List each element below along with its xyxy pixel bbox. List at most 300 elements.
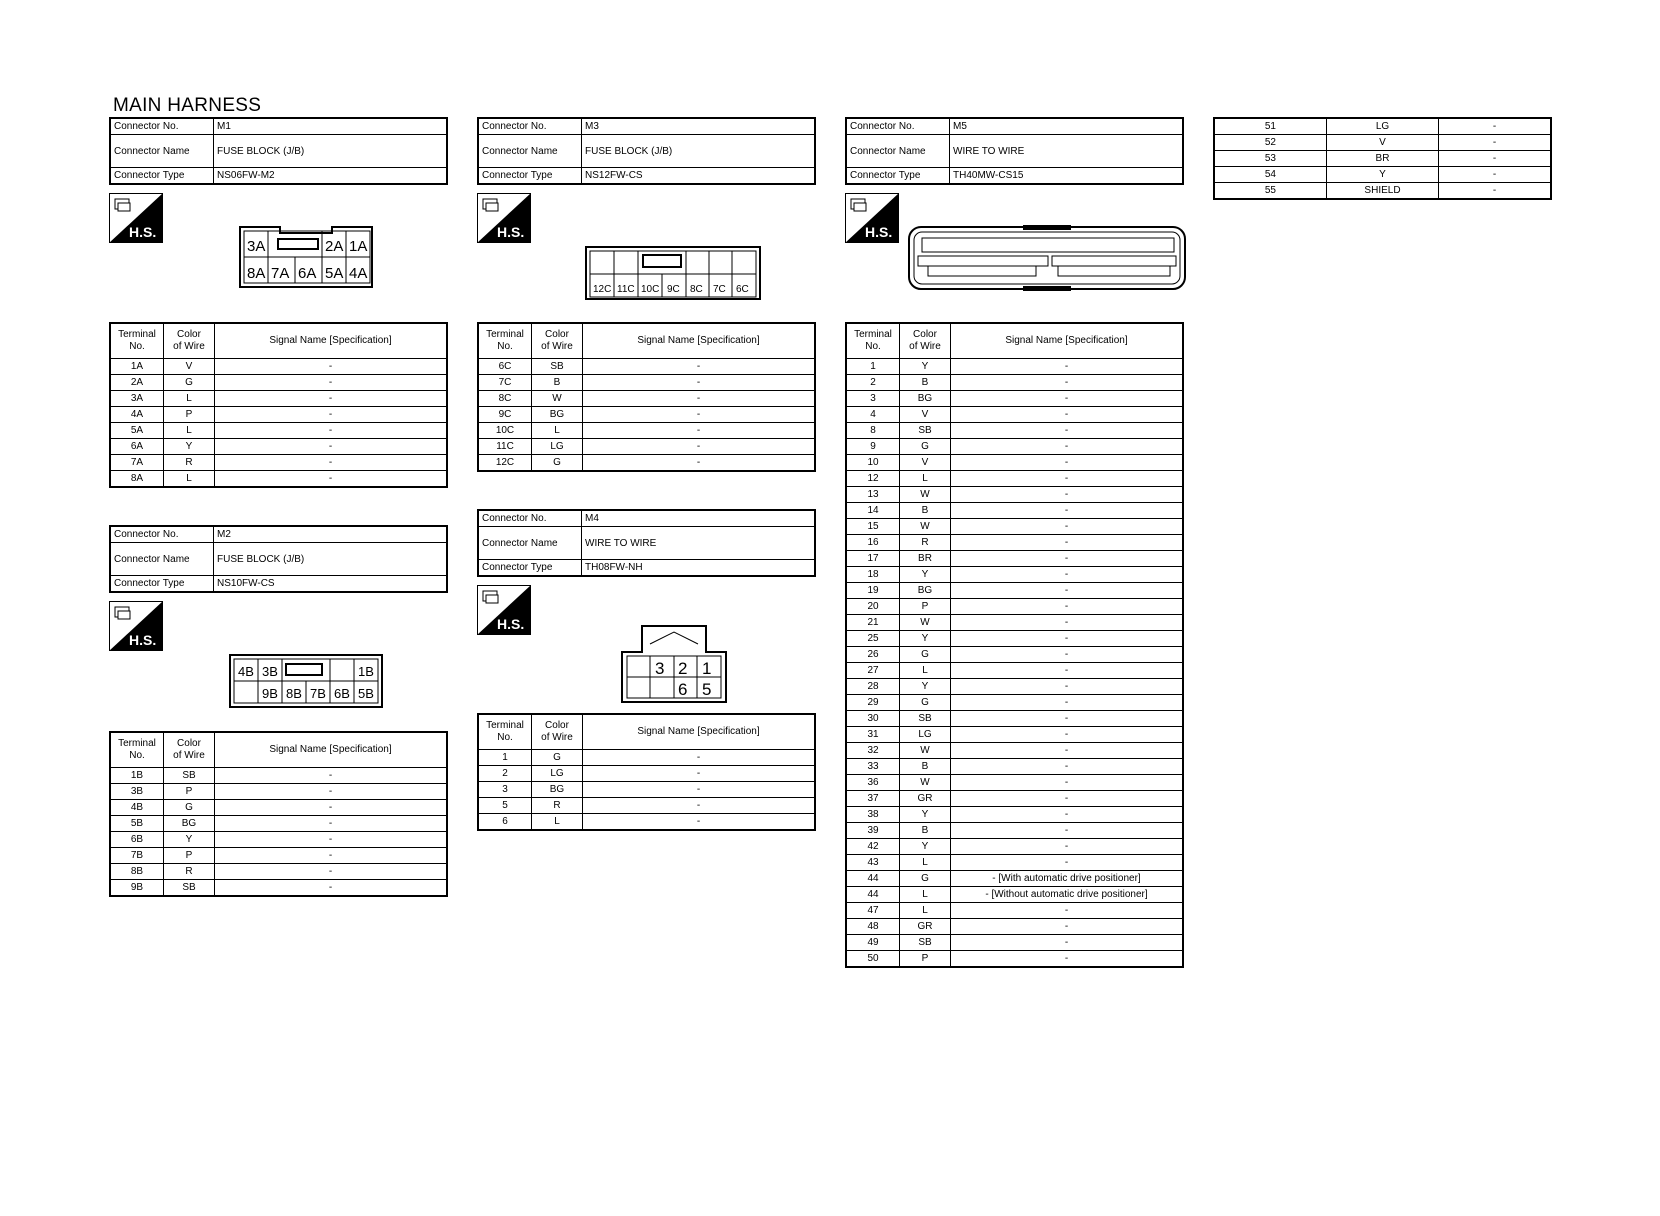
- wire-color: V: [900, 455, 951, 471]
- terminal-no: 32: [846, 743, 900, 759]
- signal-name: -: [951, 903, 1184, 919]
- terminal-no: 29: [846, 695, 900, 711]
- signal-name: -: [951, 791, 1184, 807]
- wire-color: B: [900, 375, 951, 391]
- signal-name: -: [951, 855, 1184, 871]
- header-color-of-wire: Color of Wire: [900, 323, 951, 359]
- signal-name: -: [951, 647, 1184, 663]
- signal-name: -: [951, 839, 1184, 855]
- wire-color: BR: [1326, 151, 1438, 167]
- wire-color: G: [900, 695, 951, 711]
- cavity-label: 2: [678, 659, 688, 678]
- signal-name: -: [951, 487, 1184, 503]
- pin-table-m4: [477, 713, 816, 831]
- terminal-no: 3: [846, 391, 900, 407]
- signal-name: -: [215, 471, 448, 488]
- terminal-no: 28: [846, 679, 900, 695]
- terminal-no: 43: [846, 855, 900, 871]
- label-connector-type: Connector Type: [846, 168, 950, 185]
- table-row: [110, 880, 447, 897]
- connector-face-m1: [238, 225, 374, 294]
- cavity-label: 5A: [325, 265, 344, 282]
- signal-name: -: [951, 631, 1184, 647]
- wire-color: SB: [164, 880, 215, 897]
- signal-name: -: [951, 391, 1184, 407]
- signal-name: -: [215, 375, 448, 391]
- table-row: [110, 391, 447, 407]
- connector-face-m2: [228, 653, 384, 714]
- terminal-no: 5B: [110, 816, 164, 832]
- table-row: [478, 423, 815, 439]
- table-row: [846, 919, 1183, 935]
- terminal-no: 55: [1214, 183, 1326, 200]
- terminal-no: 7A: [110, 455, 164, 471]
- wire-color: BG: [532, 782, 583, 798]
- table-row: [110, 784, 447, 800]
- table-row: [846, 695, 1183, 711]
- signal-name: -: [951, 775, 1184, 791]
- cavity-label: 10C: [641, 284, 660, 295]
- wire-color: W: [532, 391, 583, 407]
- table-row: [1214, 183, 1551, 200]
- table-row: [478, 359, 815, 375]
- connector-name-value: FUSE BLOCK (J/B): [214, 135, 448, 168]
- connector-info-table: [845, 117, 1184, 185]
- signal-name: -: [951, 407, 1184, 423]
- signal-name: -: [215, 848, 448, 864]
- table-row: [846, 519, 1183, 535]
- terminal-no: 39: [846, 823, 900, 839]
- cavity-label: 6C: [736, 284, 749, 295]
- wire-color: L: [900, 471, 951, 487]
- terminal-no: 18: [846, 567, 900, 583]
- terminal-no: 26: [846, 647, 900, 663]
- connector-name-value: FUSE BLOCK (J/B): [214, 543, 448, 576]
- table-row: [846, 839, 1183, 855]
- connector-name-value: WIRE TO WIRE: [582, 527, 816, 560]
- label-connector-no: Connector No.: [478, 510, 582, 527]
- signal-name: -: [215, 816, 448, 832]
- terminal-no: 6A: [110, 439, 164, 455]
- wire-color: V: [900, 407, 951, 423]
- wire-color: V: [164, 359, 215, 375]
- terminal-no: 9B: [110, 880, 164, 897]
- terminal-no: 19: [846, 583, 900, 599]
- signal-name: -: [1439, 118, 1551, 135]
- label-connector-no: Connector No.: [110, 526, 214, 543]
- wire-color: L: [900, 887, 951, 903]
- label-connector-no: Connector No.: [846, 118, 950, 135]
- wire-color: Y: [900, 359, 951, 375]
- connector-m2: [109, 525, 448, 593]
- cavity-label: 1A: [349, 238, 368, 255]
- terminal-no: 10C: [478, 423, 532, 439]
- header-terminal-no: Terminal No.: [478, 323, 532, 359]
- table-row: [110, 471, 447, 488]
- header-color-of-wire: Color of Wire: [532, 714, 583, 750]
- cavity-label: 11C: [617, 284, 635, 295]
- signal-name: -: [1439, 135, 1551, 151]
- cavity-label: 3A: [247, 238, 266, 255]
- signal-name: -: [951, 567, 1184, 583]
- terminal-no: 25: [846, 631, 900, 647]
- cavity-label: 7A: [271, 265, 290, 282]
- header-terminal-no: Terminal No.: [478, 714, 532, 750]
- signal-name: -: [583, 750, 816, 766]
- signal-name: -: [951, 615, 1184, 631]
- table-row: [846, 471, 1183, 487]
- wire-color: G: [900, 871, 951, 887]
- pin-table-m1: [109, 322, 448, 488]
- signal-name: -: [951, 823, 1184, 839]
- table-row: [846, 871, 1183, 887]
- terminal-no: 48: [846, 919, 900, 935]
- m5-cavity-grid: [918, 238, 1176, 276]
- header-signal-name: Signal Name [Specification]: [583, 323, 816, 359]
- terminal-no: 37: [846, 791, 900, 807]
- terminal-no: 7B: [110, 848, 164, 864]
- harness-side-icon: [845, 193, 899, 243]
- signal-name: -: [951, 951, 1184, 968]
- cavity-label: 6A: [298, 265, 317, 282]
- signal-name: -: [583, 407, 816, 423]
- pin-table-m3: [477, 322, 816, 472]
- signal-name: - [With automatic drive positioner]: [951, 871, 1184, 887]
- terminal-no: 1B: [110, 768, 164, 784]
- wire-color: Y: [900, 631, 951, 647]
- label-connector-type: Connector Type: [110, 168, 214, 185]
- table-row: [846, 759, 1183, 775]
- table-row: [110, 359, 447, 375]
- table-row: [846, 583, 1183, 599]
- connector-no-value: M5: [950, 118, 1184, 135]
- connector-info-table: [109, 117, 448, 185]
- terminal-no: 7C: [478, 375, 532, 391]
- terminal-no: 27: [846, 663, 900, 679]
- header-color-of-wire: Color of Wire: [164, 323, 215, 359]
- signal-name: -: [215, 768, 448, 784]
- signal-name: -: [951, 455, 1184, 471]
- connector-name-value: WIRE TO WIRE: [950, 135, 1184, 168]
- table-row: [846, 935, 1183, 951]
- wire-color: G: [900, 439, 951, 455]
- wire-color: Y: [164, 832, 215, 848]
- table-row: [110, 768, 447, 784]
- label-connector-type: Connector Type: [478, 560, 582, 577]
- signal-name: -: [215, 359, 448, 375]
- signal-name: -: [583, 814, 816, 831]
- cavity-label: 3: [655, 659, 665, 678]
- table-row: [478, 798, 815, 814]
- signal-name: -: [951, 423, 1184, 439]
- signal-name: -: [215, 880, 448, 897]
- wire-color: G: [900, 647, 951, 663]
- signal-name: -: [951, 535, 1184, 551]
- wire-color: L: [900, 855, 951, 871]
- table-row: [478, 439, 815, 455]
- wire-color: LG: [532, 766, 583, 782]
- signal-name: -: [951, 759, 1184, 775]
- terminal-no: 13: [846, 487, 900, 503]
- header-terminal-no: Terminal No.: [110, 323, 164, 359]
- terminal-no: 3B: [110, 784, 164, 800]
- wire-color: L: [532, 814, 583, 831]
- terminal-no: 5: [478, 798, 532, 814]
- terminal-no: 3: [478, 782, 532, 798]
- table-row: [110, 407, 447, 423]
- terminal-no: 8B: [110, 864, 164, 880]
- wire-color: Y: [900, 679, 951, 695]
- wire-color: BG: [164, 816, 215, 832]
- table-row: [1214, 167, 1551, 183]
- connector-no-value: M2: [214, 526, 448, 543]
- signal-name: -: [951, 439, 1184, 455]
- connector-type-value: NS10FW-CS: [214, 576, 448, 593]
- connector-face-m3: [584, 245, 762, 306]
- connector-m5: [845, 117, 1184, 185]
- signal-name: -: [951, 551, 1184, 567]
- terminal-no: 4B: [110, 800, 164, 816]
- signal-name: -: [951, 743, 1184, 759]
- terminal-no: 2: [478, 766, 532, 782]
- wire-color: P: [164, 784, 215, 800]
- header-terminal-no: Terminal No.: [110, 732, 164, 768]
- terminal-no: 1: [846, 359, 900, 375]
- signal-name: -: [583, 455, 816, 472]
- wire-color: LG: [1326, 118, 1438, 135]
- harness-side-icon: [477, 585, 531, 635]
- label-connector-no: Connector No.: [478, 118, 582, 135]
- wire-color: W: [900, 487, 951, 503]
- table-row: [846, 375, 1183, 391]
- hs-label: H.S.: [865, 224, 893, 240]
- table-row: [846, 439, 1183, 455]
- terminal-no: 14: [846, 503, 900, 519]
- connector-info-table: [477, 509, 816, 577]
- wire-color: P: [164, 848, 215, 864]
- signal-name: -: [1439, 183, 1551, 200]
- table-row: [846, 791, 1183, 807]
- signal-name: -: [583, 391, 816, 407]
- signal-name: -: [951, 599, 1184, 615]
- terminal-no: 9: [846, 439, 900, 455]
- cavity-label: 8C: [690, 284, 703, 295]
- signal-name: - [Without automatic drive positioner]: [951, 887, 1184, 903]
- terminal-no: 1: [478, 750, 532, 766]
- harness-side-icon: [109, 601, 163, 651]
- cavity-label: 12C: [593, 284, 612, 295]
- cavity-label: 9C: [667, 284, 680, 295]
- hs-label: H.S.: [497, 616, 525, 632]
- table-row: [110, 423, 447, 439]
- pin-table-m2: [109, 731, 448, 897]
- header-signal-name: Signal Name [Specification]: [215, 323, 448, 359]
- terminal-no: 9C: [478, 407, 532, 423]
- table-row: [846, 679, 1183, 695]
- signal-name: -: [583, 439, 816, 455]
- terminal-no: 38: [846, 807, 900, 823]
- cavity-label: 3B: [262, 664, 278, 679]
- table-row: [846, 823, 1183, 839]
- wire-color: LG: [900, 727, 951, 743]
- terminal-no: 53: [1214, 151, 1326, 167]
- table-row: [846, 615, 1183, 631]
- cavity-label: 5B: [358, 686, 374, 701]
- pin-table-m5: [845, 322, 1184, 968]
- signal-name: -: [215, 832, 448, 848]
- pin-table-header: [110, 323, 447, 359]
- table-row: [846, 487, 1183, 503]
- wire-color: W: [900, 615, 951, 631]
- terminal-no: 17: [846, 551, 900, 567]
- connector-info-table: [477, 117, 816, 185]
- wire-color: L: [900, 663, 951, 679]
- connector-m4: [477, 509, 816, 577]
- terminal-no: 12: [846, 471, 900, 487]
- terminal-no: 15: [846, 519, 900, 535]
- terminal-no: 44: [846, 887, 900, 903]
- wire-color: P: [900, 951, 951, 968]
- table-row: [846, 903, 1183, 919]
- wire-color: L: [164, 471, 215, 488]
- signal-name: -: [215, 391, 448, 407]
- terminal-no: 44: [846, 871, 900, 887]
- table-row: [478, 750, 815, 766]
- table-row: [1214, 151, 1551, 167]
- wire-color: Y: [164, 439, 215, 455]
- cavity-label: 1B: [358, 664, 374, 679]
- page-title: MAIN HARNESS: [113, 95, 262, 116]
- connector-type-value: NS06FW-M2: [214, 168, 448, 185]
- wire-color: R: [164, 455, 215, 471]
- cavity-label: 8B: [286, 686, 302, 701]
- signal-name: -: [951, 679, 1184, 695]
- wire-color: Y: [900, 567, 951, 583]
- table-row: [846, 503, 1183, 519]
- wire-color: P: [164, 407, 215, 423]
- signal-name: -: [583, 798, 816, 814]
- signal-name: -: [951, 935, 1184, 951]
- wire-color: SB: [164, 768, 215, 784]
- table-row: [846, 567, 1183, 583]
- connector-no-value: M4: [582, 510, 816, 527]
- terminal-no: 2: [846, 375, 900, 391]
- header-color-of-wire: Color of Wire: [164, 732, 215, 768]
- wire-color: W: [900, 775, 951, 791]
- wire-color: G: [532, 750, 583, 766]
- harness-side-icon: [109, 193, 163, 243]
- signal-name: -: [951, 503, 1184, 519]
- table-row: [1214, 118, 1551, 135]
- table-row: [846, 743, 1183, 759]
- connector-name-value: FUSE BLOCK (J/B): [582, 135, 816, 168]
- signal-name: -: [1439, 151, 1551, 167]
- connector-type-value: NS12FW-CS: [582, 168, 816, 185]
- hs-label: H.S.: [497, 224, 525, 240]
- table-row: [846, 951, 1183, 968]
- table-row: [110, 832, 447, 848]
- wire-color: W: [900, 519, 951, 535]
- terminal-no: 8C: [478, 391, 532, 407]
- signal-name: -: [951, 519, 1184, 535]
- table-row: [478, 782, 815, 798]
- terminal-no: 4A: [110, 407, 164, 423]
- hs-label: H.S.: [129, 224, 157, 240]
- signal-name: -: [583, 359, 816, 375]
- wire-color: Y: [900, 807, 951, 823]
- terminal-no: 36: [846, 775, 900, 791]
- terminal-no: 33: [846, 759, 900, 775]
- table-row: [846, 391, 1183, 407]
- header-color-of-wire: Color of Wire: [532, 323, 583, 359]
- cavity-label: 2A: [325, 238, 344, 255]
- terminal-no: 54: [1214, 167, 1326, 183]
- wire-color: B: [900, 823, 951, 839]
- terminal-no: 11C: [478, 439, 532, 455]
- table-row: [478, 375, 815, 391]
- signal-name: -: [215, 800, 448, 816]
- connector-face-m5: [908, 224, 1186, 297]
- table-row: [478, 455, 815, 472]
- table-row: [846, 551, 1183, 567]
- terminal-no: 30: [846, 711, 900, 727]
- terminal-no: 31: [846, 727, 900, 743]
- table-row: [478, 766, 815, 782]
- terminal-no: 20: [846, 599, 900, 615]
- signal-name: -: [1439, 167, 1551, 183]
- harness-side-icon: [477, 193, 531, 243]
- table-row: [846, 711, 1183, 727]
- table-row: [846, 359, 1183, 375]
- connector-info-table: [109, 525, 448, 593]
- wire-color: Y: [900, 839, 951, 855]
- wire-color: G: [532, 455, 583, 472]
- label-connector-name: Connector Name: [110, 135, 214, 168]
- wire-color: G: [164, 800, 215, 816]
- hs-label: H.S.: [129, 632, 157, 648]
- signal-name: -: [583, 375, 816, 391]
- label-connector-name: Connector Name: [478, 527, 582, 560]
- signal-name: -: [951, 583, 1184, 599]
- pin-table-header: [478, 714, 815, 750]
- signal-name: -: [951, 711, 1184, 727]
- wire-color: R: [900, 535, 951, 551]
- signal-name: -: [583, 423, 816, 439]
- connector-type-value: TH08FW-NH: [582, 560, 816, 577]
- signal-name: -: [951, 919, 1184, 935]
- label-connector-type: Connector Type: [110, 576, 214, 593]
- signal-name: -: [215, 439, 448, 455]
- connector-face-m4: [620, 624, 728, 709]
- table-row: [846, 887, 1183, 903]
- terminal-no: 52: [1214, 135, 1326, 151]
- table-row: [110, 375, 447, 391]
- cavity-label: 5: [702, 680, 712, 699]
- label-connector-name: Connector Name: [110, 543, 214, 576]
- header-signal-name: Signal Name [Specification]: [583, 714, 816, 750]
- header-signal-name: Signal Name [Specification]: [951, 323, 1184, 359]
- signal-name: -: [583, 782, 816, 798]
- cavity-label: 6: [678, 680, 688, 699]
- terminal-no: 16: [846, 535, 900, 551]
- label-connector-no: Connector No.: [110, 118, 214, 135]
- terminal-no: 8A: [110, 471, 164, 488]
- wire-color: SHIELD: [1326, 183, 1438, 200]
- wire-color: SB: [900, 935, 951, 951]
- wire-color: Y: [1326, 167, 1438, 183]
- terminal-no: 6C: [478, 359, 532, 375]
- table-row: [846, 727, 1183, 743]
